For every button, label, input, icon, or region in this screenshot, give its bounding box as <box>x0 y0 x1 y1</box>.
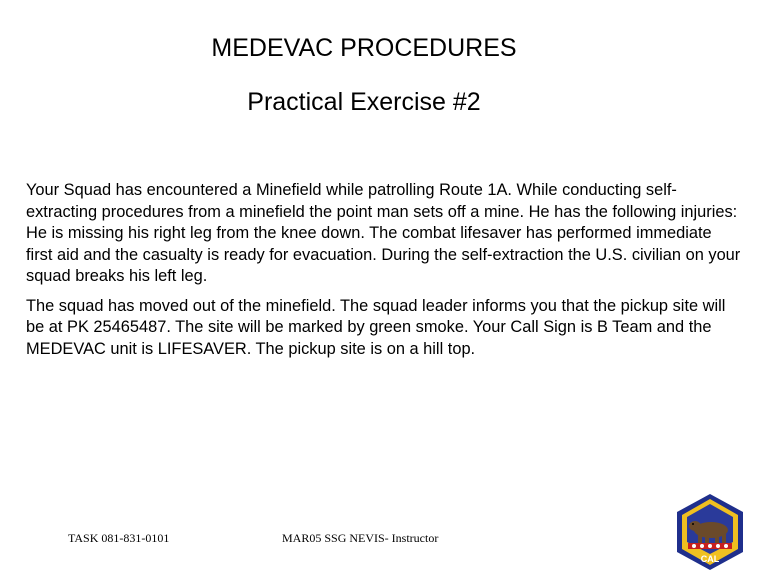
footer-task: TASK 081-831-0101 <box>68 531 170 545</box>
scenario-paragraph: Your Squad has encountered a Minefield while patrolling Route 1A. While conducting self-extracting procedures from a minefield the point man sets off a mine. He has the following injuries: He is missing his right leg from the knee down. The combat lifesaver has performed immediate first aid and the casualty is ready for evacuation. During the self-extraction the U.S. civilian on your squad breaks his left leg. <box>26 181 741 285</box>
footer-instructor: MAR05 SSG NEVIS- Instructor <box>282 531 439 545</box>
logo-label: CAL <box>700 554 720 564</box>
slide-subtitle: Practical Exercise #2 <box>247 88 481 116</box>
pickup-paragraph: The squad has moved out of the minefield. The squad leader informs you that the pickup site will be at PK 25465487. The site will be marked by green smoke. Your Call Sign is B Team and the MEDEVAC unit is LIFESAVER. The pickup site is on a hill top. <box>26 296 726 358</box>
slide-title: MEDEVAC PROCEDURES <box>211 34 517 62</box>
exercise-body <box>26 180 742 368</box>
cal-logo <box>674 492 746 572</box>
